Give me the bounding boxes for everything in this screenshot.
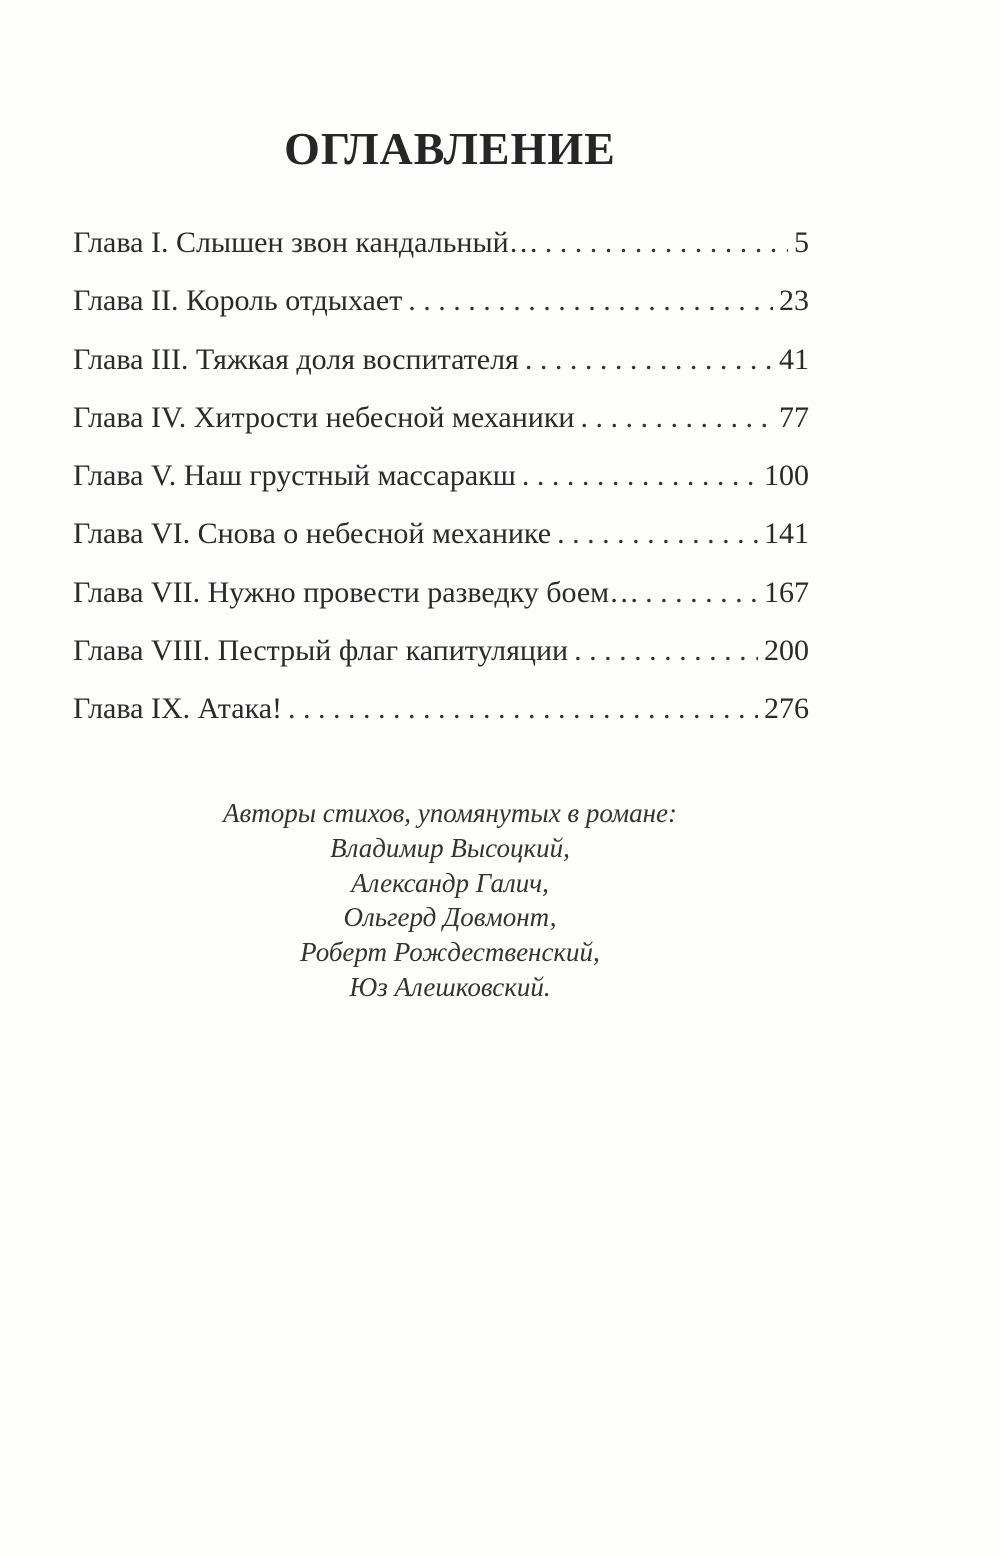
- chapter-title: Глава V. Наш грустный массаракш: [73, 459, 516, 493]
- toc-entry: [73, 401, 809, 459]
- chapter-title: Глава IV. Хитрости небесной механики: [73, 400, 575, 434]
- toc-entry: [73, 634, 809, 692]
- page-number: 100: [764, 459, 809, 493]
- toc-entry: [73, 226, 809, 284]
- page-number: 141: [764, 517, 809, 551]
- page-number: 23: [779, 284, 809, 318]
- poem-authors-note: [0, 796, 900, 1005]
- author-name: Роберт Рождественский,: [300, 937, 600, 968]
- dot-leader: [557, 517, 758, 551]
- page-number: 200: [764, 634, 809, 668]
- toc-entry: [73, 517, 809, 575]
- author-name: Юз Алешковский.: [349, 971, 551, 1002]
- authors-heading: Авторы стихов, упомянутых в романе:: [223, 798, 677, 828]
- toc-entry: [73, 284, 809, 342]
- page-number: 276: [764, 692, 809, 726]
- dot-leader: [580, 401, 773, 435]
- dot-leader: [288, 692, 758, 726]
- page-number: 41: [779, 342, 809, 376]
- page-number: 77: [779, 400, 809, 434]
- chapter-title: Глава III. Тяжкая доля воспитателя: [73, 342, 519, 376]
- page-number: 167: [764, 575, 809, 609]
- author-name: Владимир Высоцкий,: [330, 832, 570, 863]
- dot-leader: [408, 284, 773, 318]
- dot-leader: [574, 634, 758, 668]
- toc-entry: [73, 343, 809, 401]
- dot-leader: [645, 576, 758, 610]
- toc-entry: [73, 576, 809, 634]
- author-name: Александр Галич,: [351, 867, 549, 898]
- dot-leader: [522, 459, 758, 493]
- toc-entry: [73, 692, 809, 750]
- chapter-title: Глава VII. Нужно провести разведку боем…: [73, 575, 640, 609]
- dot-leader: [545, 226, 788, 260]
- chapter-title: Глава VI. Снова о небесной механике: [73, 517, 552, 551]
- page-number: 5: [794, 226, 809, 259]
- chapter-title: Глава VIII. Пестрый флаг капитуляции: [73, 634, 569, 668]
- chapter-title: Глава I. Слышен звон кандальный…: [73, 226, 539, 259]
- table-of-contents: [73, 226, 809, 751]
- author-name: Ольгерд Довмонт,: [343, 902, 557, 933]
- toc-entry: [73, 459, 809, 517]
- chapter-title: Глава II. Король отдыхает: [73, 284, 403, 318]
- page-title: ОГЛАВЛЕНИЕ: [284, 123, 616, 174]
- dot-leader: [525, 343, 773, 377]
- chapter-title: Глава IX. Атака!: [73, 692, 283, 726]
